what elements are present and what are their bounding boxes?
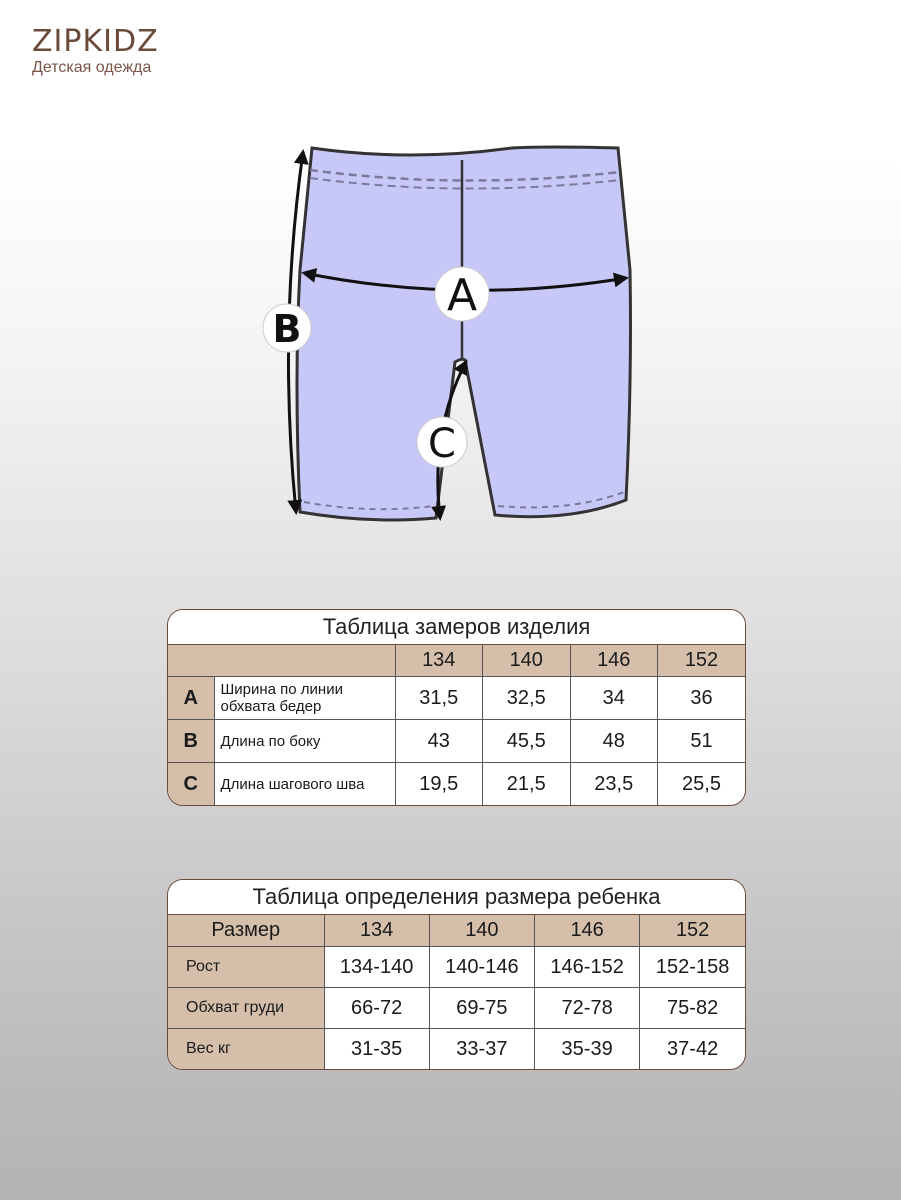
measurements-table: [167, 609, 746, 806]
label-a: A: [446, 270, 478, 321]
row-label: Вес кг: [168, 1029, 324, 1070]
brand-logo: [32, 26, 159, 77]
cell-value: 51: [658, 720, 746, 763]
table-row: [168, 720, 745, 763]
row-letter: A: [168, 677, 214, 720]
cell-value: 66-72: [324, 988, 429, 1029]
brand-tagline: Детская одежда: [32, 59, 152, 76]
cell-value: 69-75: [429, 988, 534, 1029]
cell-value: 33-37: [429, 1029, 534, 1070]
row-letter: B: [168, 720, 214, 763]
table-row: [168, 763, 745, 806]
measurements-header-row: [168, 645, 745, 677]
cell-value: 45,5: [483, 720, 571, 763]
cell-value: 146-152: [535, 947, 640, 988]
cell-value: 48: [570, 720, 658, 763]
table-row: [168, 988, 745, 1029]
row-label: Ширина по линии обхвата бедер: [214, 677, 395, 720]
cell-value: 25,5: [658, 763, 746, 806]
shorts-shape: [297, 147, 631, 520]
cell-value: 152-158: [640, 947, 745, 988]
size-header: 152: [658, 645, 746, 677]
row-label: Рост: [168, 947, 324, 988]
measurements-title: Таблица замеров изделия: [168, 610, 745, 645]
cell-value: 140-146: [429, 947, 534, 988]
cell-value: 37-42: [640, 1029, 745, 1070]
row-label: Длина шагового шва: [214, 763, 395, 806]
table-row: [168, 677, 745, 720]
row-label: Длина по боку: [214, 720, 395, 763]
cell-value: 75-82: [640, 988, 745, 1029]
size-header: 140: [429, 915, 534, 947]
label-c-badge: [417, 417, 467, 467]
cell-value: 36: [658, 677, 746, 720]
size-header: 134: [324, 915, 429, 947]
brand-name: ZIPKIDZ: [32, 24, 159, 59]
cell-value: 134-140: [324, 947, 429, 988]
cell-value: 23,5: [570, 763, 658, 806]
cell-value: 21,5: [483, 763, 571, 806]
size-header: 134: [395, 645, 483, 677]
size-chart-header-row: [168, 915, 745, 947]
label-b-badge: [263, 304, 311, 352]
size-header: 152: [640, 915, 745, 947]
label-b: B: [272, 307, 302, 351]
table-row: [168, 947, 745, 988]
size-header-label: Размер: [168, 915, 324, 947]
size-header: 146: [570, 645, 658, 677]
row-letter: C: [168, 763, 214, 806]
cell-value: 32,5: [483, 677, 571, 720]
cell-value: 35-39: [535, 1029, 640, 1070]
cell-value: 19,5: [395, 763, 483, 806]
row-label: Обхват груди: [168, 988, 324, 1029]
size-header: 140: [483, 645, 571, 677]
label-c: C: [428, 421, 456, 467]
shorts-diagram: [240, 130, 660, 540]
cell-value: 34: [570, 677, 658, 720]
label-a-badge: [435, 267, 489, 321]
cell-value: 72-78: [535, 988, 640, 1029]
cell-value: 31-35: [324, 1029, 429, 1070]
table-row: [168, 1029, 745, 1070]
cell-value: 43: [395, 720, 483, 763]
cell-value: 31,5: [395, 677, 483, 720]
header-corner: [168, 645, 395, 677]
size-header: 146: [535, 915, 640, 947]
size-chart-title: Таблица определения размера ребенка: [168, 880, 745, 915]
size-chart-table: [167, 879, 746, 1070]
